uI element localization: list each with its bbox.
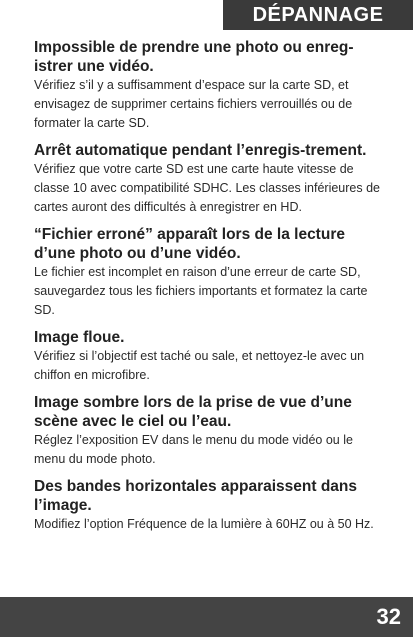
item-title: Impossible de prendre une photo ou enreg-istrer une vidéo. <box>34 39 354 75</box>
troubleshooting-item <box>34 38 384 133</box>
troubleshooting-item <box>34 393 384 469</box>
item-description: Réglez l’exposition EV dans le menu du mode vidéo ou le menu du mode photo. <box>34 433 353 466</box>
troubleshooting-item <box>34 141 384 217</box>
item-title: Arrêt automatique pendant l’enregis-trement. <box>34 142 367 159</box>
item-description: Le fichier est incomplet en raison d’une erreur de carte SD, sauvegardez tous les fichiers importants et formatez la carte SD. <box>34 265 368 317</box>
page-number: 32 <box>376 604 401 629</box>
troubleshooting-item <box>34 225 384 320</box>
item-description: Vérifiez si l’objectif est taché ou sale, et nettoyez-le avec un chiffon en microfibre. <box>34 349 365 382</box>
troubleshooting-item <box>34 328 384 385</box>
item-title: Image sombre lors de la prise de vue d’une scène avec le ciel ou l’eau. <box>34 394 352 430</box>
section-header-tab: DÉPANNAGE <box>223 0 413 30</box>
item-description: Vérifiez s’il y a suffisamment d’espace sur la carte SD, et envisagez de supprimer certains fichiers verrouillés ou de formater la carte SD. <box>34 78 353 130</box>
footer-bar <box>0 597 413 637</box>
item-title: Image floue. <box>34 329 125 346</box>
troubleshooting-item <box>34 477 384 534</box>
item-title: “Fichier erroné” apparaît lors de la lecture d’une photo ou d’une vidéo. <box>34 226 345 262</box>
item-title: Des bandes horizontales apparaissent dans l’image. <box>34 478 358 514</box>
item-description: Modifiez l’option Fréquence de la lumière à 60HZ ou à 50 Hz. <box>34 517 374 531</box>
troubleshooting-content <box>34 38 384 542</box>
item-description: Vérifiez que votre carte SD est une carte haute vitesse de classe 10 avec compatibilité SDHC. Les classes inférieures de cartes auront des difficultés à enregistrer en HD. <box>34 162 380 214</box>
